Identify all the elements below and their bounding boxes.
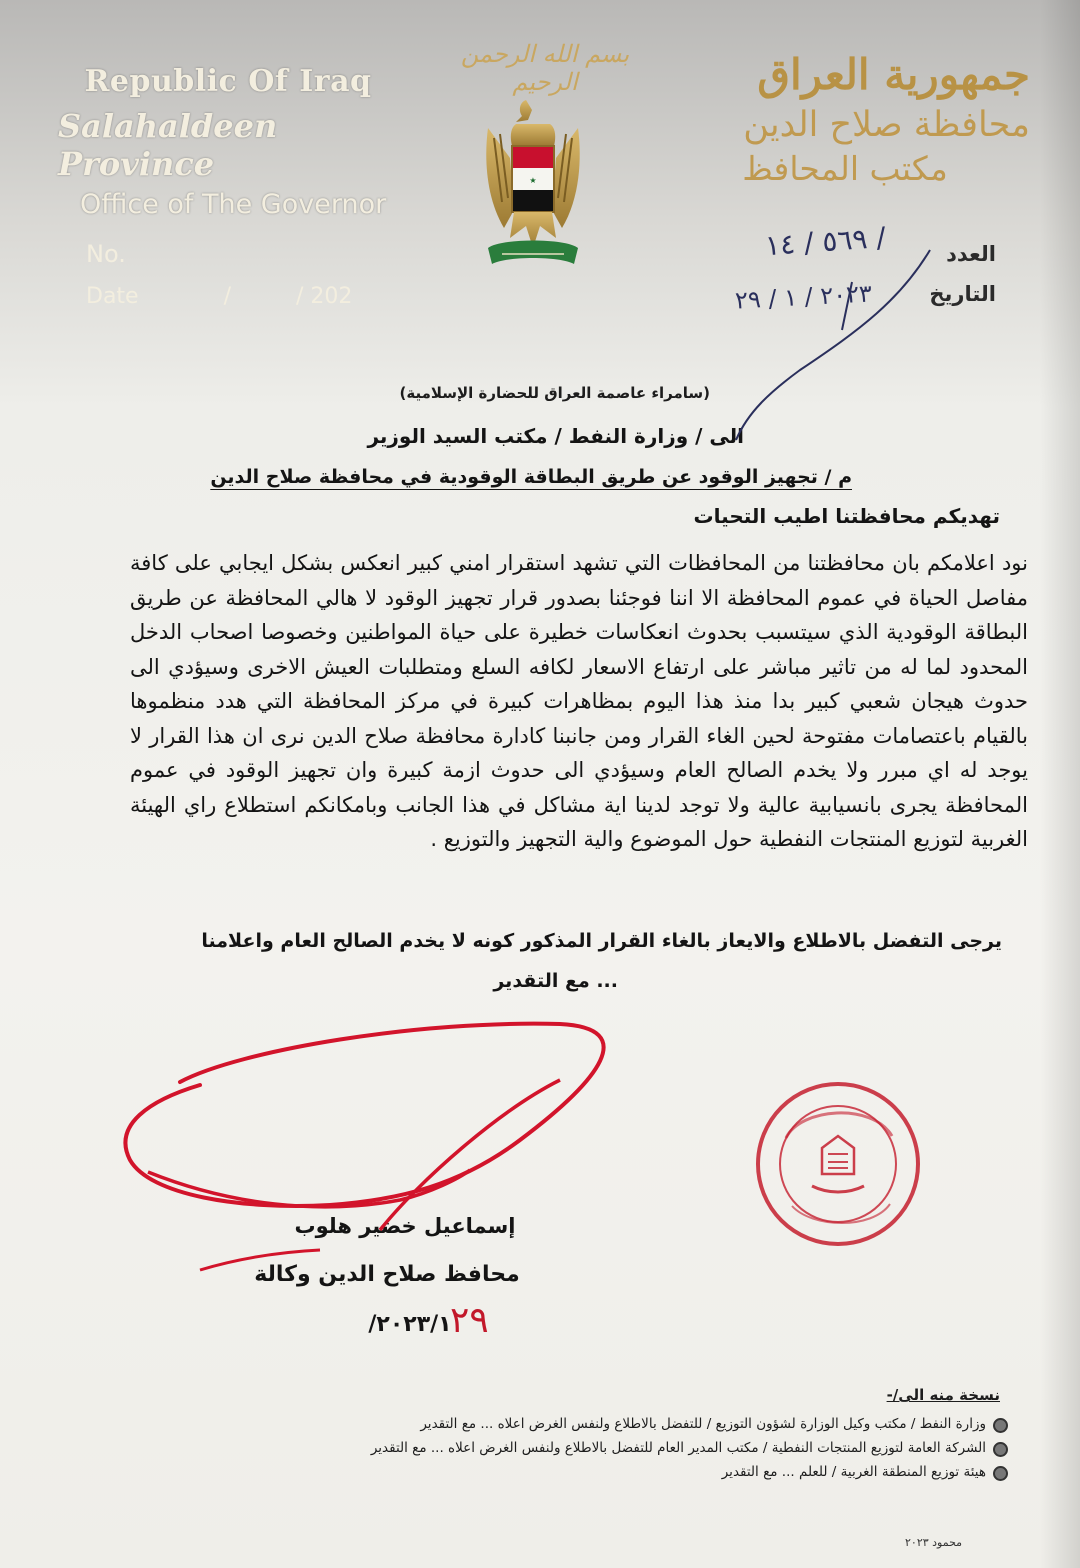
handwritten-date: ٢٠٢٣ / ١ / ٢٩ [734, 279, 873, 315]
page-edge-shadow [1040, 0, 1080, 1568]
signatory-title: محافظ صلاح الدين وكالة [254, 1262, 520, 1287]
english-number-label: No. [86, 240, 126, 268]
handwritten-reference-number: ٥٦٩ / ١٤ / [763, 220, 887, 263]
copies-title: نسخة منه الى/- [886, 1386, 1000, 1404]
english-date-sep: / [223, 284, 232, 309]
arabic-province: محافظة صلاح الدين [743, 105, 1030, 145]
tagline: (سامراء عاصمة العراق للحضارة الإسلامية) [399, 384, 710, 402]
arabic-office: مكتب المحافظ [742, 149, 948, 188]
footer-note: محمود ٢٠٢٣ [905, 1536, 963, 1549]
governors-office-seal-icon [752, 1078, 924, 1250]
english-date-label: Date [86, 284, 139, 309]
arabic-country: جمهورية العراق [757, 50, 1030, 99]
basmala: بسم الله الرحمن الرحيم [460, 40, 630, 96]
svg-text:★: ★ [529, 176, 537, 185]
copy-item: وزارة النفط / مكتب وكيل الوزارة لشؤون التوزيع / للتفضل بالاطلاع ولنفس الغرض اعلاه ... مع التقدير [148, 1412, 1008, 1436]
arabic-letterhead [700, 50, 1030, 188]
english-office: Office of The Governor [80, 189, 387, 220]
english-letterhead [58, 64, 418, 309]
arabic-number-label: العدد [946, 242, 996, 266]
subject-line: م / تجهيز الوقود عن طريق البطاقة الوقودية في محافظة صلاح الدين [210, 466, 852, 488]
english-date-year: / 202 [296, 284, 353, 309]
request-line: يرجى التفضل بالاطلاع والايعاز بالغاء القرار المذكور كونه لا يخدم الصالح العام واعلامنا [201, 930, 1002, 952]
main-paragraph: نود اعلامكم بان محافظتنا من المحافظات التي تشهد استقرار امني كبير انعكس بشكل ايجابي على كافة مفاصل الحياة في عموم المحافظة الا اننا فوجئنا بصدور قرار تجهيز الوقود لا هالي المحافظة عن طريق البطاقة الوقودية الذي سيتسبب بحدوث انعكاسات خطيرة على حياة المواطنين وخصوصا اصحاب الدخل المحدود لما له من تاثير مباشر على ارتفاع الاسعار لكافه السلع ومتطلبات العيش الاخرى وسيؤدي الى حدوث هيجان شعبي كبير بدا منذ هذا اليوم بمظاهرات كبيرة في مركز المحافظة التي هدد منظموها بالقيام باعتصامات مفتوحة لحين الغاء القرار ومن جانبنا كادارة محافظة صلاح الدين نرى ان هذا القرار لا يوجد له اي مبرر ولا يخدم الصالح العام وسيؤدي الى حدوث ازمة كبيرة وان تجهيز الوقود في عموم المحافظة يجرى بانسيابية عالية ولا توجد لدينا اية مشاكل في هذا الجانب وبامكانكم استطلاع راي الهيئة الغربية لتوزيع المنتجات النفطية حول الموضوع والية التجهيز والتوزيع . [130, 551, 1028, 851]
signatory-name: إسماعيل خضير هلوب [294, 1214, 516, 1238]
regards-line: ... مع التقدير [493, 970, 618, 992]
english-date-line [86, 284, 418, 309]
iraq-eagle-emblem-icon [480, 98, 586, 273]
copy-item: الشركة العامة لتوزيع المنتجات النفطية / مكتب المدير العام للتفضل بالاطلاع ولنفس الغرض اعلاه ... مع التقدير [148, 1436, 1008, 1460]
copies-list [148, 1412, 1008, 1484]
arabic-date-label: التاريخ [929, 282, 996, 306]
greeting: تهديكم محافظتنا اطيب التحيات [693, 504, 1000, 528]
signatory-date: ٢٠٢٣/١/ [368, 1312, 452, 1337]
addressee: الى / وزارة النفط / مكتب السيد الوزير [367, 424, 744, 448]
english-country: Republic Of Iraq [84, 64, 372, 99]
handwritten-day: ٢٩ [450, 1300, 489, 1341]
english-province: Salahaldeen Province [58, 107, 278, 183]
copy-item: هيئة توزيع المنطقة الغربية / للعلم ... مع التقدير [148, 1460, 1008, 1484]
